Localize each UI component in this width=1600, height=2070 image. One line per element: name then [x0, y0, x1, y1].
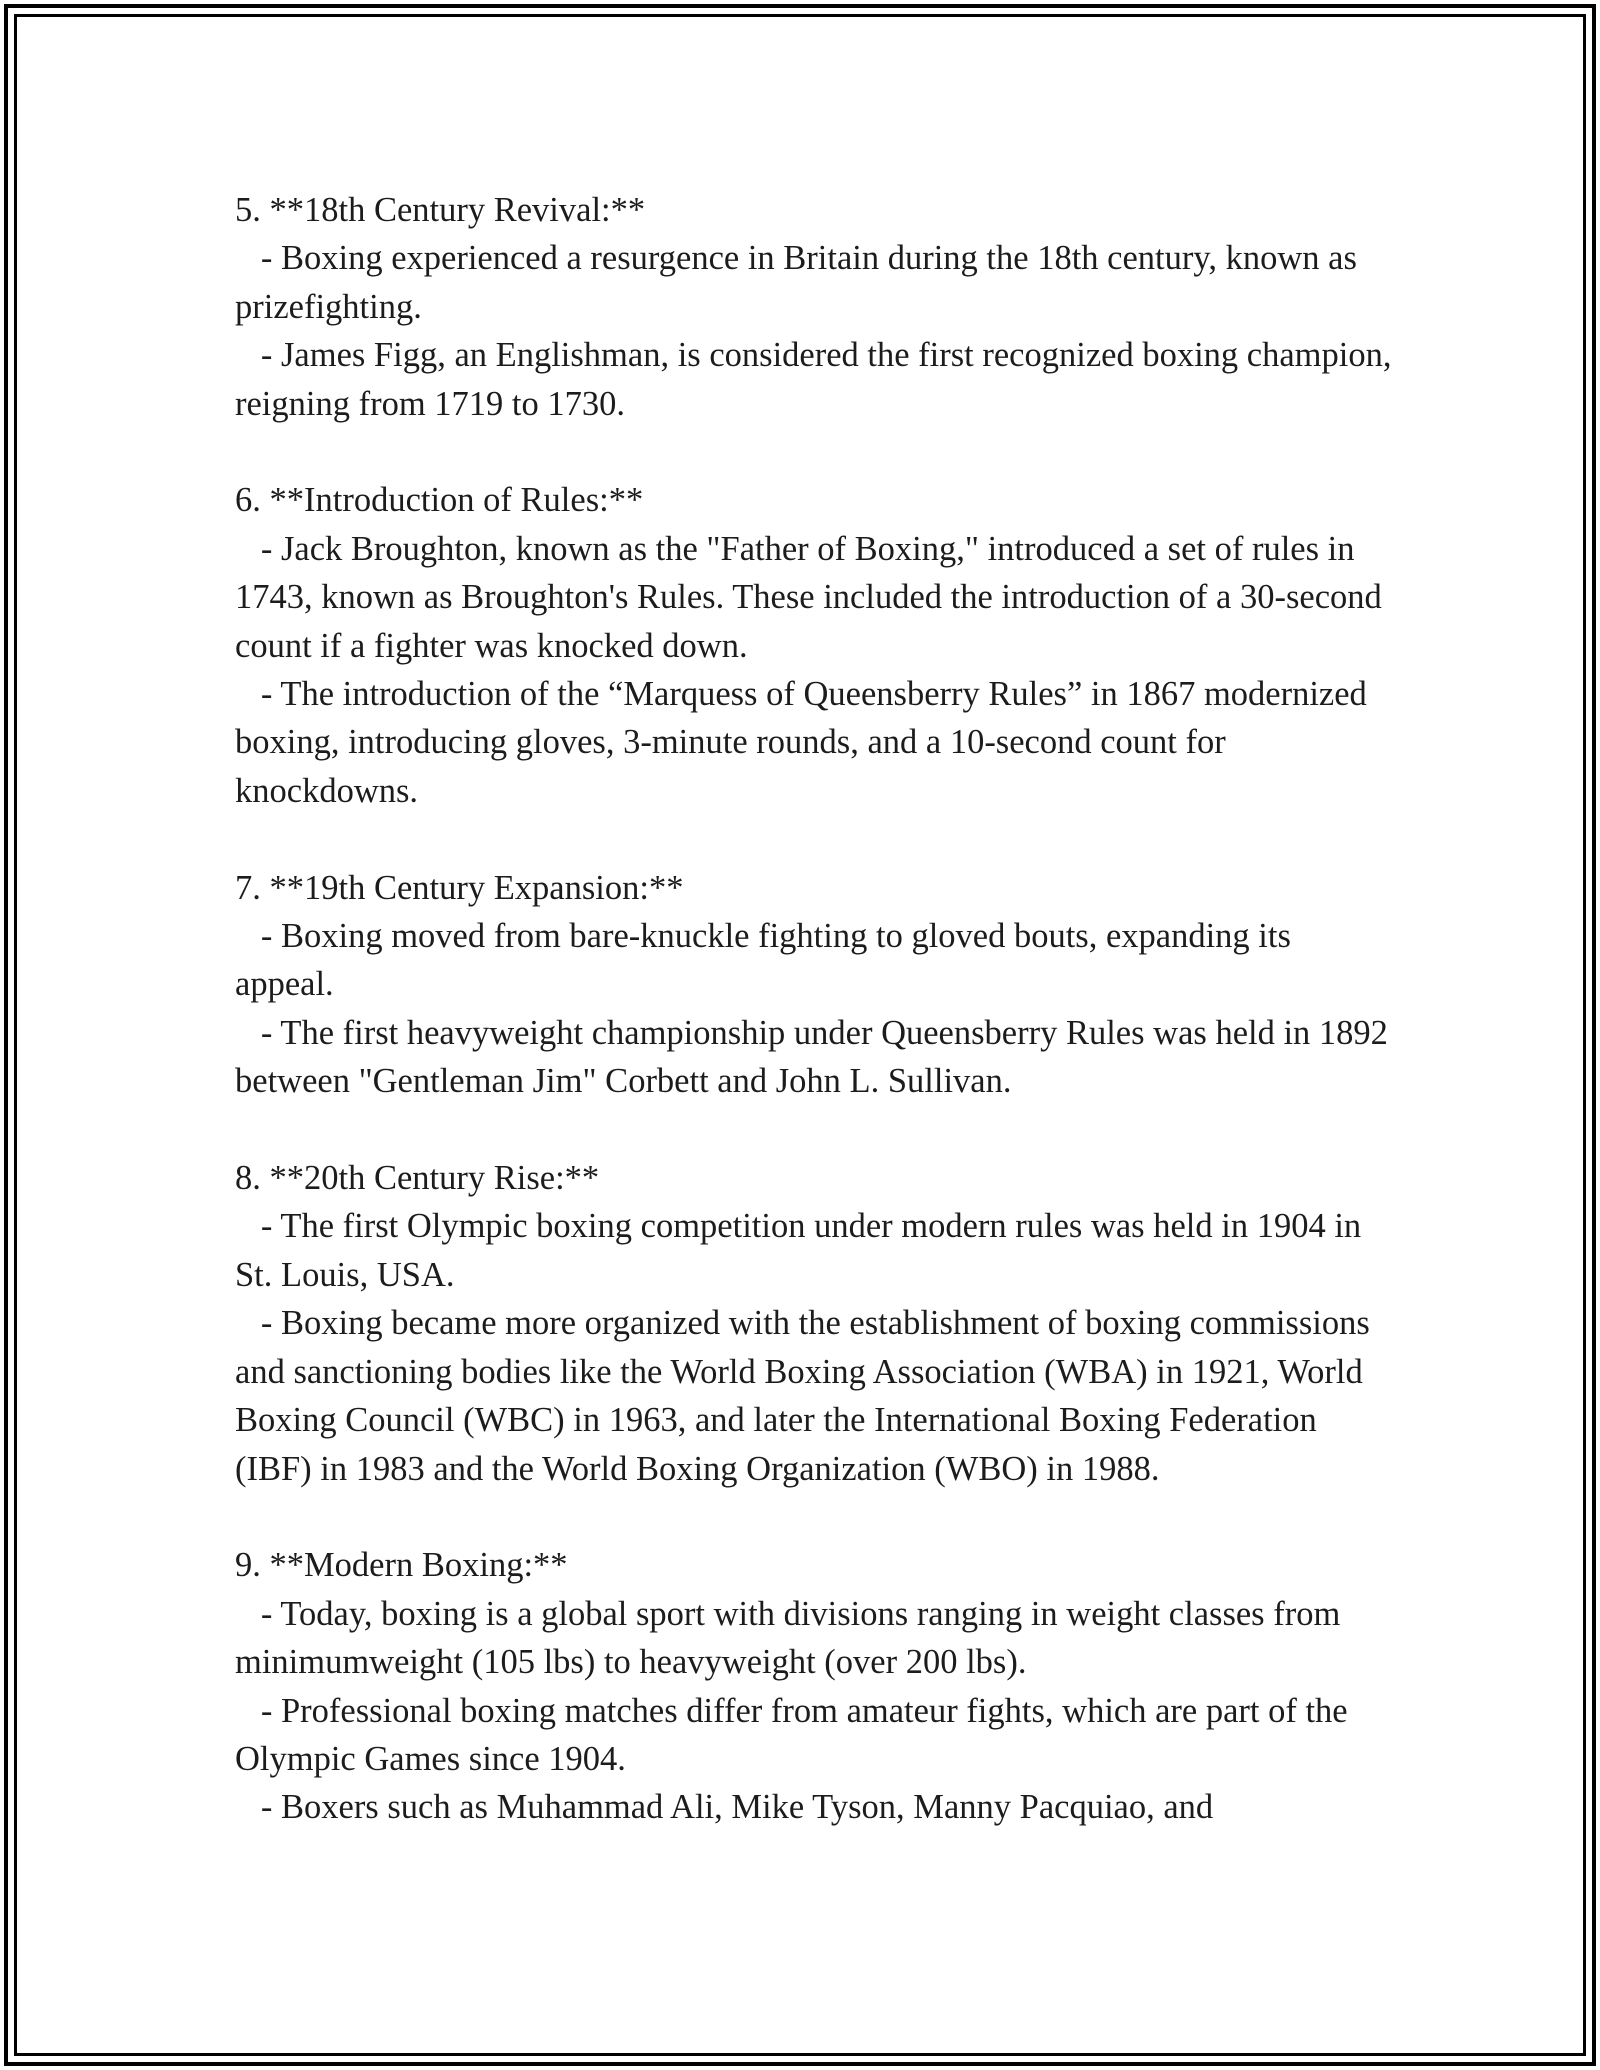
section-modern-boxing — [235, 1541, 1395, 1831]
bullet-item: - Boxing moved from bare-knuckle fighting to gloved bouts, expanding its appeal. — [235, 917, 1300, 1004]
bullet-item: - Boxing became more organized with the establishment of boxing commissions and sanctioning bodies like the World Boxing Association (WBA) in 1921, World Boxing Council (WBC) in 1963, and later the International Boxing Federation (IBF) in 1983 and the World Boxing Organization (WBO) in 1988. — [235, 1304, 1379, 1488]
section-heading: 9. **Modern Boxing:** — [235, 1546, 568, 1585]
bullet-item: - Jack Broughton, known as the "Father of Boxing," introduced a set of rules in 1743, known as Broughton's Rules. These included the introduction of a 30-second count if a fighter was knocked down. — [235, 529, 1391, 665]
bullet-item: - Professional boxing matches differ from amateur fights, which are part of the Olympic Games since 1904. — [235, 1691, 1357, 1778]
section-20th-century-rise — [235, 1154, 1395, 1493]
section-19th-century-expansion — [235, 864, 1395, 1106]
document-body — [235, 186, 1401, 1832]
bullet-item: - Boxers such as Muhammad Ali, Mike Tyson, Manny Pacquiao, and — [235, 1788, 1214, 1827]
bullet-item: - Boxing experienced a resurgence in Britain during the 18th century, known as prizefighting. — [235, 239, 1366, 326]
bullet-item: - The introduction of the “Marquess of Queensberry Rules” in 1867 modernized boxing, introducing gloves, 3-minute rounds, and a 10-second count for knockdowns. — [235, 675, 1376, 810]
section-heading: 6. **Introduction of Rules:** — [235, 481, 644, 520]
section-heading: 5. **18th Century Revival:** — [235, 191, 646, 229]
section-heading: 8. **20th Century Rise:** — [235, 1159, 600, 1198]
bullet-item: - Today, boxing is a global sport with divisions ranging in weight classes from minimumweight (105 lbs) to heavyweight (over 200 lbs). — [235, 1594, 1349, 1682]
bullet-item: - The first heavyweight championship under Queensberry Rules was held in 1892 between "Gentleman Jim" Corbett and John L. Sullivan. — [235, 1013, 1397, 1101]
section-introduction-of-rules — [235, 476, 1395, 815]
bullet-item: - The first Olympic boxing competition under modern rules was held in 1904 in St. Louis, USA. — [235, 1207, 1370, 1294]
section-18th-century-revival — [235, 186, 1401, 428]
bullet-item: - James Figg, an Englishman, is considered the first recognized boxing champion, reigning from 1719 to 1730. — [235, 336, 1401, 423]
section-heading: 7. **19th Century Expansion:** — [235, 868, 684, 907]
